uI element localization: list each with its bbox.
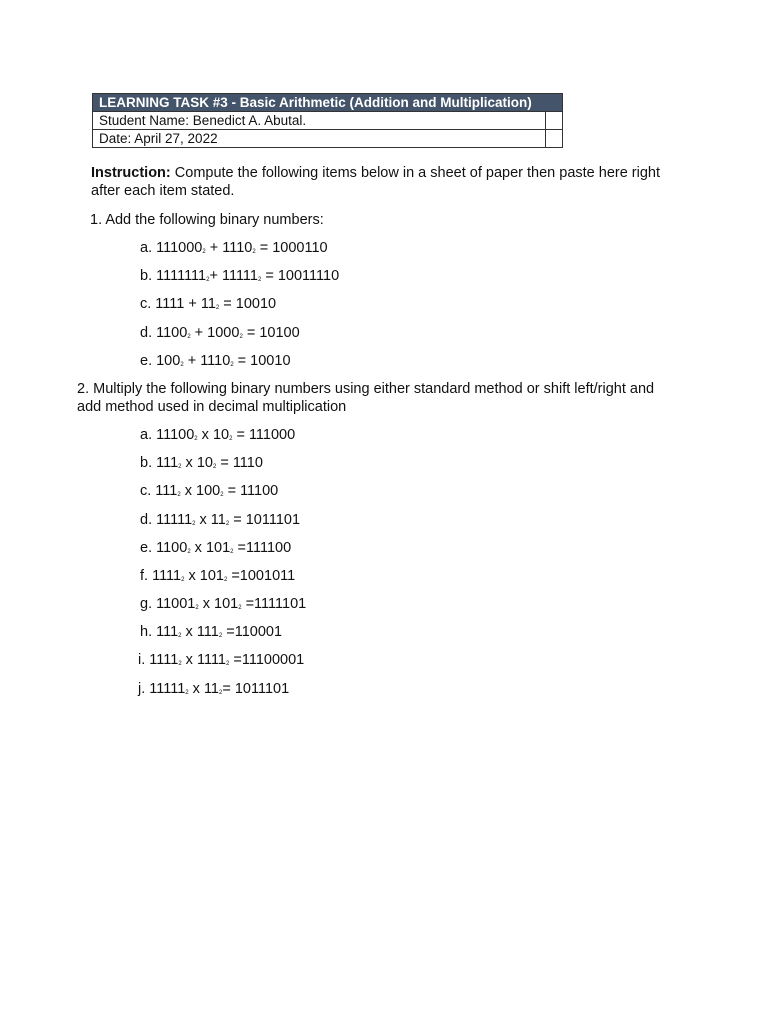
date-blank-cell — [546, 130, 563, 148]
instruction-text: Compute the following items below in a sheet of paper then paste here right after each item stated. — [91, 165, 661, 199]
q1-item-a: a. $111000_2 + 1110_2 = 1000110$ — [140, 240, 328, 256]
q2-item-c: c. $111_2$ x $100_2 = 11100$ — [140, 483, 279, 499]
q2-item-h: h. $111_2$ x $111_2 =110001$ — [140, 624, 283, 640]
q1-item-e: e. $100_2 + 1110_2 = 10010$ — [140, 353, 291, 369]
instruction-paragraph — [91, 164, 671, 200]
q1-item-c: c. $1111 + 11_2 = 10010$ — [140, 296, 277, 312]
q2-item-f: f. $1111_2$ x $101_2 =1001011$ — [140, 568, 296, 584]
q1-item-b: b. $1111111_2+ 11111_2 = 10011110$ — [140, 268, 340, 284]
q2-item-i: i. $1111_2$ x $1111_2 =11100001$ — [138, 652, 305, 668]
q2-item-b: b. $111_2$ x $10_2 = 1110$ — [140, 455, 263, 471]
task-header-table — [92, 93, 563, 148]
student-row — [93, 112, 563, 130]
date-text: Date: April 27, 2022 — [93, 130, 546, 148]
q1-item-d: d. $1100_2 + 1000_2 = 10100$ — [140, 325, 300, 341]
task-title: LEARNING TASK #3 - Basic Arithmetic (Addition and Multiplication) — [93, 94, 563, 112]
q2-item-g: g. $11001_2$ x $101_2 =1111101$ — [140, 596, 307, 612]
date-row — [93, 130, 563, 148]
q2-item-e: e. $1100_2$ x $101_2 =111100$ — [140, 540, 292, 556]
question-2-heading: 2. Multiply the following binary numbers using either standard method or shift left/right and add method used in decimal multiplication — [77, 381, 655, 415]
q2-item-d: d. $11111_2$ x $11_2 = 1011101$ — [140, 512, 301, 528]
task-title-row — [93, 94, 563, 112]
student-blank-cell — [546, 112, 563, 130]
q2-item-j: j. $11111_2$ x $11_2= 1011101$ — [138, 681, 290, 697]
student-name: Student Name: Benedict A. Abutal. — [93, 112, 546, 130]
q2-item-a: a. $11100_2$ x $10_2 = 111000$ — [140, 427, 296, 443]
question-1-heading: 1. Add the following binary numbers: — [90, 212, 324, 228]
instruction-label: Instruction: — [91, 165, 171, 181]
